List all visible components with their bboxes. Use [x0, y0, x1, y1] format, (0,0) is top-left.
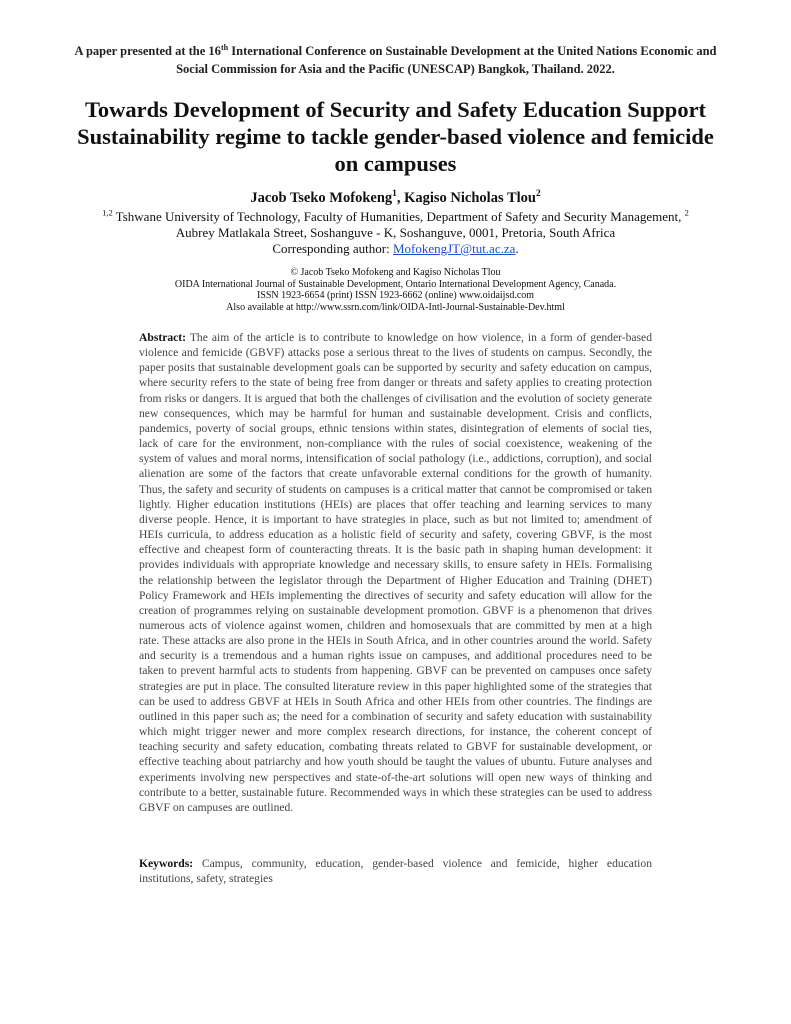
keywords-text: Campus, community, education, gender-based violence and femicide, higher education institutions, safety, strategies — [139, 857, 652, 886]
author-1: Jacob Tseko Mofokeng — [250, 190, 393, 206]
affiliation-sup-1: 1,2 — [102, 207, 113, 218]
affiliation-text: Tshwane University of Technology, Faculty of Humanities, Department of Safety and Security Management, — [112, 209, 685, 224]
abstract-label: Abstract: — [139, 331, 187, 344]
conference-note-post: International Conference on Sustainable Development at the United Nations Economic and Social Commission for Asia and the Pacific (UNESCAP) Bangkok, Thailand. 2022. — [176, 44, 717, 76]
copyright-line: © Jacob Tseko Mofokeng and Kagiso Nicholas Tlou — [290, 267, 501, 278]
author-line — [60, 190, 731, 207]
author-1-sup: 1 — [392, 189, 397, 200]
conference-note — [60, 42, 731, 78]
issn-line: ISSN 1923-6654 (print) ISSN 1923-6662 (online) www.oidaijsd.com — [256, 290, 535, 302]
conference-note-pre: A paper presented at the 16 — [74, 44, 221, 58]
conference-note-sup: th — [220, 42, 229, 52]
affiliation-block — [60, 209, 731, 257]
affiliation-sup-2: 2 — [684, 207, 689, 218]
author-separator: , — [396, 190, 405, 206]
email-link[interactable]: MofokengJT@tut.ac.za — [392, 241, 516, 256]
corresponding-author — [60, 241, 731, 257]
author-2-sup: 2 — [535, 189, 541, 200]
ssrn-line: Also available at http://www.ssrn.com/link/OIDA-Intl-Journal-Sustainable-Dev.html — [226, 301, 565, 313]
author-2: Kagiso Nicholas Tlou — [404, 190, 536, 206]
keywords-label: Keywords: — [139, 857, 194, 870]
citation-block — [100, 267, 691, 313]
corresponding-label: Corresponding author: — [272, 241, 393, 256]
corresponding-end: . — [515, 241, 519, 256]
affiliation-line-2: Aubrey Matlakala Street, Soshanguve - K, Soshanguve, 0001, Pretoria, South Africa — [175, 225, 616, 240]
paper-title: Towards Development of Security and Safety Education Support Sustainability regime to tackle gender-based violence and femicide on campuses — [77, 97, 714, 176]
abstract-paragraph — [139, 330, 652, 815]
abstract-text: The aim of the article is to contribute to knowledge on how violence, in a form of gender-based violence and femicide (GBVF) attacks pose a serious threat to the lives of students on campus. Secondly, the paper posits that sustainable development goals can be supported by security and safety education on campus, where security refers to the state of being free from danger or threats and safety applies to creating protection from risks or dangers. It is argued that both the challenges of civilisation and the evolution of society generate new consequences, which may be harmful for human and sustainable development. Crisis and conflicts, pandemics, poverty of social groups, ethnic tensions within states, disintegration of elements of social ties, lack of care for the environment, non-compliance with the rules of social coexistence, weakening of the system of values and moral norms, intensification of social pathology (i.e., addictions, corruption), and social alienation are some of the factors that create unfavorable external conditions for the growth of humanity. Thus, the safety and security of students on campuses is a critical matter that cannot be compromised or taken lightly. Higher education institutions (HEIs) are places that offer teaching and learning services to many diverse people. Hence, it is important to have strategies in place, such as but not limited to; amendment of HEIs curricula, to address education as a holistic field of security and safety, covering GBVF, is the most effective and cheapest form of counteracting threats. It is the basic path in shaping human development: it provides individuals with appropriate knowledge and necessary skills, to ensure safety in HEIs. Formalising the relationship between the legislator through the Department of Higher Education and Training (DHET) Policy Framework and HEIs implementing the directives of security and safety education will allow for the creation of programmes relying on sustainable development promotion. GBVF is a phenomenon that drives numerous acts of violence against women, children and homosexuals that are committed by men at a high rate. These attacks are also prone in the HEIs in South Africa, and in other countries around the world. Safety and security is a tremendous and a human rights issue on campuses, and additional procedures need to be taken to prevent harmful acts to students from happening. GBVF can be prevented on campuses once safety strategies are put in place. The consulted literature review in this paper highlighted some of the strategies that can be used to address GBVF at HEIs in South Africa and other HEIs from other countries. The findings are outlined in this paper such as; the need for a combination of security and safety education with sustainability which might trigger newer and more complex research directions, for instance, the coherent concept of teaching security and safety education, combating threats related to GBVF for sustainable development, or effective teaching about patriarchy and how youth should be taught the values of ubuntu. Future analyses and experiments involving new perspectives and state-of-the-art solutions will open new ways of thinking and contribute to a better, sustainable future. Recommended ways in which these strategies can be used to address GBVF on campuses are outlined. — [139, 331, 652, 814]
journal-line: OIDA International Journal of Sustainable Development, Ontario International Development Agency, Canada. — [174, 278, 617, 290]
affiliation-line-1 — [60, 209, 731, 225]
keywords-paragraph — [139, 856, 652, 886]
